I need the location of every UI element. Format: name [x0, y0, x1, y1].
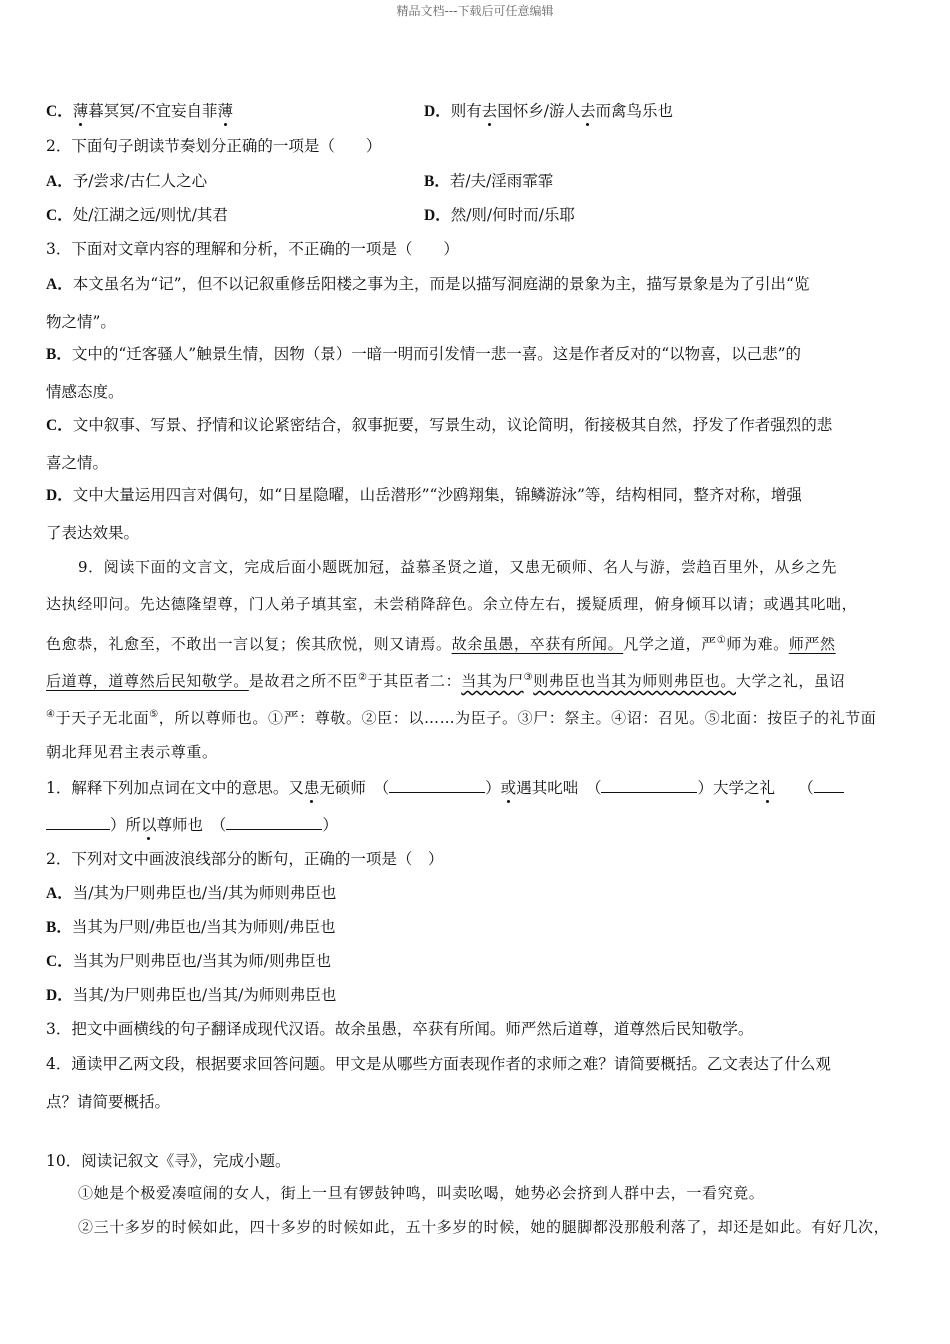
- sub-question-text: ）大学之: [697, 779, 760, 797]
- question-9-sub-2-option-c: [46, 950, 331, 973]
- answer-blank[interactable]: [46, 813, 110, 830]
- footnote-mark: ①: [716, 635, 727, 646]
- question-3-option-d: [46, 484, 802, 507]
- option-text: 而禽鸟乐也: [595, 102, 673, 120]
- dotted-word: 患: [303, 779, 320, 797]
- dotted-word: 去: [481, 102, 498, 120]
- sub-question-text: 尊师也 （: [156, 816, 227, 834]
- question-9-passage-line: 达执经叩问。先达德隆望尊，门人弟子填其室，未尝稍降辞色。余立侍左右，援疑质理，俯身倾耳以请；或遇其叱咄，: [46, 595, 858, 613]
- underlined-sentence: 故余虽愚，卒获有所闻。: [451, 635, 624, 653]
- sub-question-text: ）: [485, 779, 501, 797]
- page-header: 精品文档---下载后可任意编辑: [396, 4, 554, 18]
- answer-blank[interactable]: [226, 813, 322, 830]
- answer-blank[interactable]: [814, 776, 844, 793]
- footnote-mark: ④: [46, 709, 56, 720]
- sub-question-text: （: [774, 779, 814, 797]
- footnote-mark: ②: [358, 672, 368, 683]
- option-text: 文中的“迁客骚人”触景生情，因物（景）一暗一明而引发情一悲一喜。这是作者反对的“以物喜，以己悲”的: [71, 345, 802, 363]
- dotted-word: 去: [579, 102, 596, 120]
- sub-question-text: ）: [322, 816, 338, 834]
- passage-text: 是故君之所不臣: [248, 672, 359, 690]
- underlined-sentence: 师严然: [788, 635, 836, 653]
- question-9-sub-1: [46, 776, 844, 799]
- sub-question-text: ）: [110, 816, 126, 834]
- answer-blank[interactable]: [389, 776, 485, 793]
- option-b: 若/夫/淫雨霏霏: [449, 172, 554, 190]
- question-3-option-c: [46, 414, 832, 437]
- option-label: D．: [46, 987, 73, 1004]
- question-9-passage-line: [46, 704, 876, 729]
- prev-question-options: [46, 100, 673, 123]
- option-text: 本文虽名为“记”，但不以记叙重修岳阳楼之事为主，而是以描写洞庭湖的景象为主，描写景象是为了引出“览: [72, 275, 810, 293]
- option-text: 当/其为尸则弗臣也/当/其为师则弗臣也: [72, 884, 337, 902]
- question-9-sub-2-stem: 2．下列对文中画波浪线部分的断句，正确的一项是（ ）: [46, 850, 444, 868]
- passage-text: 于其臣者二：: [367, 672, 462, 690]
- option-text: 文中叙事、写景、抒情和议论紧密结合，叙事扼要，写景生动，议论简明，衔接极其自然，抒发了作者强烈的悲: [72, 416, 833, 434]
- option-label: C．: [46, 103, 73, 120]
- footnote-mark: ③: [523, 672, 534, 683]
- sub-question-text: 1．解释下列加点词在文中的意思。又: [46, 779, 304, 797]
- question-3-option-a-cont: 物之情”。: [46, 313, 116, 331]
- option-label: B．: [46, 919, 72, 936]
- passage-text: 凡学之道，严: [623, 635, 717, 653]
- option-label: D．: [424, 103, 451, 120]
- dotted-word: 薄: [217, 102, 233, 120]
- question-3-option-c-cont: 喜之情。: [46, 454, 109, 472]
- option-text: 当其为尸则/弗臣也/当其为师则/弗臣也: [71, 918, 336, 936]
- question-9-passage-line: [46, 630, 836, 655]
- passage-text: ，所以尊师也。①严：尊敬。②臣：以……为臣子。③尸：祭主。④诏：召见。⑤北面：按臣子的礼节面: [158, 709, 877, 727]
- footnote-mark: ⑤: [149, 709, 159, 720]
- question-3-option-a: [46, 273, 809, 296]
- option-d: 然/则/何时而/乐耶: [450, 206, 575, 224]
- question-9-sub-2-option-a: [46, 882, 336, 905]
- dotted-word: 礼: [759, 779, 775, 797]
- option-text: 暮冥冥/不宜妄自菲: [88, 102, 218, 120]
- question-10-paragraph: ②三十多岁的时候如此，四十多岁的时候如此，五十多岁的时候，她的腿脚都没那般利落了，却还是如此。有好几次，: [78, 1218, 890, 1236]
- option-a: 予/尝求/古仁人之心: [72, 172, 208, 190]
- option-c: 处/江湖之远/则忧/其君: [72, 206, 228, 224]
- option-text: 当其/为尸则弗臣也/当其/为师则弗臣也: [72, 986, 337, 1004]
- question-9-sub-2-option-d: [46, 984, 336, 1007]
- passage-text: 色愈恭，礼愈至，不敢出一言以复；俟其欣悦，则又请焉。: [46, 635, 452, 653]
- option-text: 文中大量运用四言对偶句，如“日星隐曜，山岳潜形”“沙鸥翔集，锦鳞游泳”等，结构相同，整齐对称，增强: [72, 486, 802, 504]
- option-label: B．: [424, 173, 450, 190]
- underlined-sentence: 后道尊，道尊然后民知敬学。: [46, 672, 249, 690]
- option-label: A．: [46, 276, 73, 293]
- option-label: A．: [46, 173, 73, 190]
- option-label: C．: [46, 417, 73, 434]
- question-9-passage-line: 朝北拜见君主表示尊重。: [46, 743, 218, 761]
- option-label: A．: [46, 885, 73, 902]
- wavy-underlined-text: 当其为尸: [461, 672, 524, 690]
- question-9-passage-line: [46, 667, 845, 692]
- question-3-option-b: [46, 343, 801, 366]
- sub-question-text: 无硕师 （: [319, 779, 390, 797]
- question-3-option-d-cont: 了表达效果。: [46, 524, 140, 542]
- question-9-sub-3: 3．把文中画横线的句子翻译成现代汉语。故余虽愚，卒获有所闻。师严然后道尊，道尊然后民知敬学。: [46, 1020, 754, 1038]
- option-text: 当其为尸则弗臣也/当其为师/则弗臣也: [72, 952, 332, 970]
- question-2-row-cd: [46, 204, 575, 227]
- passage-text: 于天子无北面: [55, 709, 150, 727]
- option-label: D．: [46, 487, 73, 504]
- wavy-underlined-text: 则弗臣也当其为师则弗臣也。: [533, 672, 736, 690]
- question-3-stem: 3．下面对文章内容的理解和分析，不正确的一项是（ ）: [46, 240, 459, 258]
- option-text: 则有: [450, 102, 482, 120]
- question-2-stem: 2．下面句子朗读节奏划分正确的一项是（ ）: [46, 137, 382, 155]
- option-label: C．: [46, 207, 73, 224]
- option-text: 国怀乡/游人: [497, 102, 580, 120]
- sub-question-text: 遇其叱咄 （: [516, 779, 602, 797]
- answer-blank[interactable]: [601, 776, 697, 793]
- option-label: B．: [46, 346, 72, 363]
- question-10-paragraph: ①她是个极爱凑喧闹的女人，街上一旦有锣鼓钟鸣，叫卖吆喝，她势必会挤到人群中去，一看究竟。: [78, 1184, 765, 1202]
- passage-text: 师为难。: [726, 635, 789, 653]
- question-3-option-b-cont: 情感态度。: [46, 383, 124, 401]
- dotted-word: 以: [141, 816, 157, 834]
- sub-question-text: 所: [125, 816, 142, 834]
- question-9-sub-4: 4．通读甲乙两文段，根据要求回答问题。甲文是从哪些方面表现作者的求师之难？请简要概括。乙文表达了什么观: [46, 1055, 831, 1073]
- question-9-sub-1-cont: [46, 813, 338, 836]
- option-label: D．: [424, 207, 451, 224]
- question-9-passage-line: 9．阅读下面的文言文，完成后面小题既加冠，益慕圣贤之道，又患无硕师、名人与游，尝趋百里外，从乡之先: [78, 558, 837, 576]
- question-9-sub-2-option-b: [46, 916, 336, 939]
- question-2-row-ab: [46, 170, 554, 193]
- question-10-stem: 10．阅读记叙文《寻》，完成小题。: [46, 1152, 291, 1170]
- option-label: C．: [46, 953, 73, 970]
- dotted-word: 或: [500, 779, 517, 797]
- dotted-word: 薄: [72, 102, 89, 120]
- passage-text: 大学之礼，虽诏: [736, 672, 846, 690]
- question-9-sub-4-cont: 点？请简要概括。: [46, 1093, 171, 1111]
